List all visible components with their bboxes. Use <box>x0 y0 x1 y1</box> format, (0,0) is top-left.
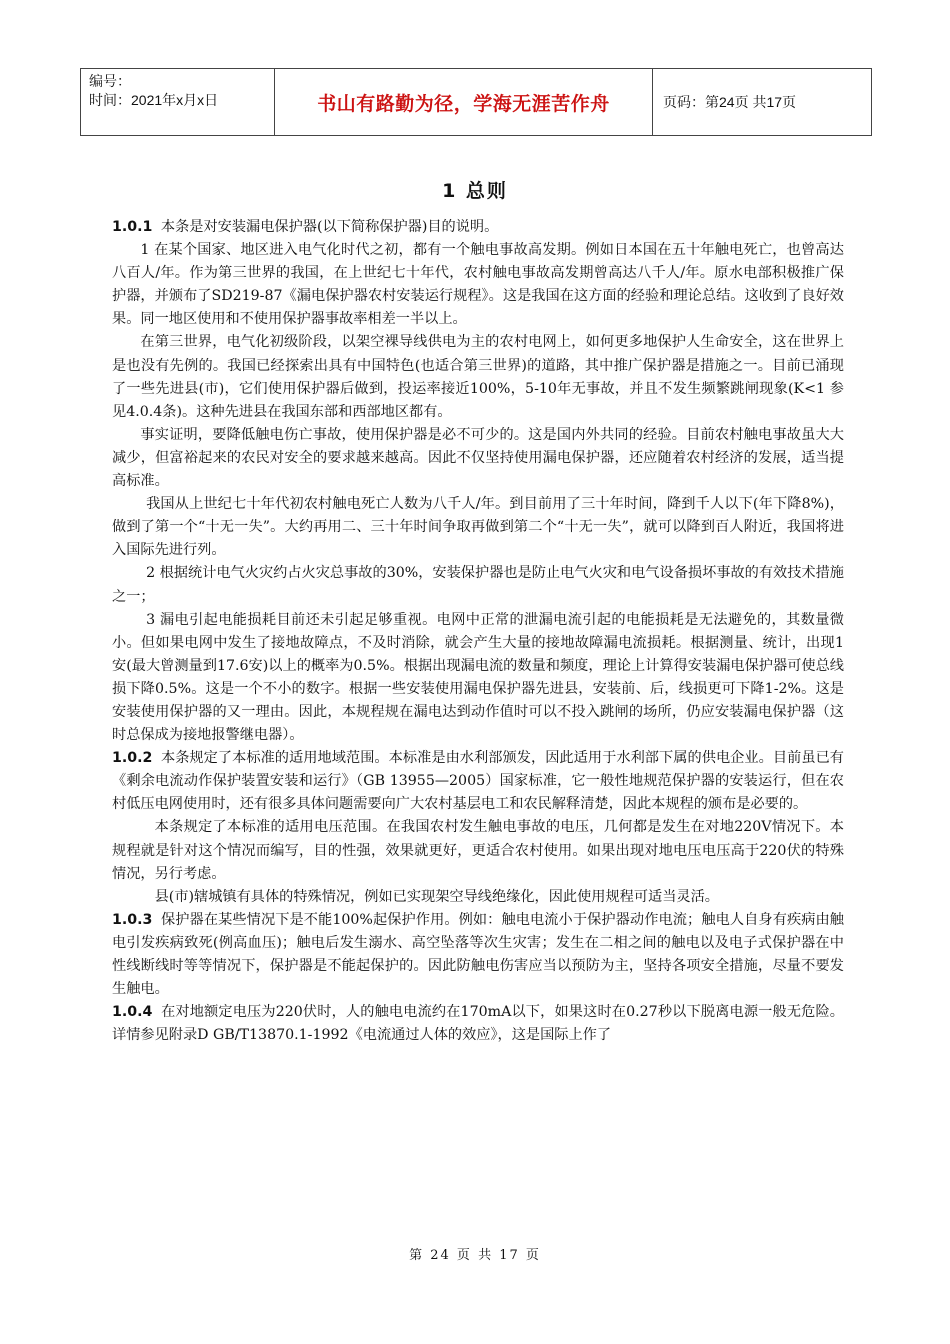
paragraph-text: 保护器在某些情况下是不能100%起保护作用。例如：触电电流小于保护器动作电流；触电人自身有疾病由触电引发疾病致死(例高血压)；触电后发生溺水、高空坠落等次生灾害；发生在二相之间的触电以及电子式保护器在中性线断线时等等情况下，保护器是不能起保护的。因此防触电伤害应当以预防为主，坚持各项安全措施，尽量不要发生触电。 <box>112 911 844 998</box>
paragraph: 1 在某个国家、地区进入电气化时代之初，都有一个触电事故高发期。例如日本国在五十年触电死亡，也曾高达八百人/年。作为第三世界的我国，在上世纪七十年代，农村触电事故高发期曾高达八千人/年。原水电部积极推广保护器，并颁布了SD219-87《漏电保护器农村安装运行规程》。这是我国在这方面的经验和理论总结。这收到了良好效果。同一地区使用和不使用保护器事故率相差一半以上。 <box>112 242 844 328</box>
paragraph-1-0-3 <box>112 909 844 1001</box>
paragraph-1-0-2 <box>112 747 844 816</box>
header-motto: 书山有路勤为径，学海无涯苦作舟 <box>275 69 653 135</box>
paragraph: 我国从上世纪七十年代初农村触电死亡人数为八千人/年。到目前用了三十年时间，降到千人以下(年下降8%)，做到了第一个“十无一失”。大约再用二、三十年时间争取再做到第二个“十无一失”，就可以降到百人附近，我国将进入国际先进行列。 <box>112 496 844 559</box>
paragraph-1-0-4 <box>112 1001 844 1047</box>
paragraph: 县(市)辖城镇有具体的特殊情况，例如已实现架空导线绝缘化，因此使用规程可适当灵活。 <box>154 888 719 905</box>
section-number: 1.0.2 <box>112 750 153 767</box>
section-number: 1.0.3 <box>112 911 153 928</box>
paragraph: 2 根据统计电气火灾约占火灾总事故的30%，安装保护器也是防止电气火灾和电气设备损坏事故的有效技术措施之一； <box>112 565 844 605</box>
section-number: 1.0.4 <box>112 1004 153 1021</box>
page-title: 1 总则 <box>442 180 508 202</box>
paragraph: 在第三世界，电气化初级阶段，以架空裸导线供电为主的农村电网上，如何更多地保护人生命安全，这在世界上是也没有先例的。我国已经探索出具有中国特色(也适合第三世界)的道路，其中推广保护器是措施之一。目前已涌现了一些先进县(市)，它们使用保护器后做到，投运率接近100%，5-10年无事故，并且不发生频繁跳闸现象(K<1 参见4.0.4条)。这种先进县在我国东部和西部地区都有。 <box>112 334 844 420</box>
header-page-code: 页码：第24页 共17页 <box>663 94 797 110</box>
header-meta <box>81 69 275 135</box>
paragraph-text: 在对地额定电压为220伏时，人的触电电流约在170mA以下，如果这时在0.27秒以下脱离电源一般无危险。详情参见附录D GB/T13870.1-1992《电流通过人体的效应》，这是国际上作了 <box>112 1004 844 1044</box>
page-footer: 第 24 页 共 17 页 <box>409 1248 541 1263</box>
paragraph: 事实证明，要降低触电伤亡事故，使用保护器是必不可少的。这是国内外共同的经验。目前农村触电事故虽大大减少，但富裕起来的农民对安全的要求越来越高。因此不仅坚持使用漏电保护器，还应随着农村经济的发展，适当提高标准。 <box>112 426 844 490</box>
paragraph-text: 本条规定了本标准的适用地域范围。本标准是由水利部颁发，因此适用于水利部下属的供电企业。目前虽已有《剩余电流动作保护装置安装和运行》（GB 13955—2005）国家标准，它一般性地规范保护器的安装运行，但在农村低压电网使用时，还有很多具体问题需要向广大农村基层电工和农民解释清楚，因此本规程的颁布是必要的。 <box>112 750 844 813</box>
header-table <box>80 68 872 136</box>
paragraph-1-0-1 <box>112 216 844 239</box>
number-label: 编号： <box>89 73 131 89</box>
document-body <box>112 216 844 1047</box>
section-number: 1.0.1 <box>112 219 153 235</box>
time-label: 时间：2021年x月x日 <box>89 92 219 108</box>
paragraph: 3 漏电引起电能损耗目前还未引起足够重视。电网中正常的泄漏电流引起的电能损耗是无法避免的，其数量微小。但如果电网中发生了接地故障点，不及时消除，就会产生大量的接地故障漏电流损耗。根据测量、统计，出现1安(最大曾测量到17.6安)以上的概率为0.5%。根据出现漏电流的数量和频度，理论上计算得安装漏电保护器可使总线损下降0.5%。这是一个不小的数字。根据一些安装使用漏电保护器先进县，安装前、后，线损更可下降1-2%。这是安装使用保护器的又一理由。因此，本规程规在漏电达到动作值时可以不投入跳闸的场所，仍应安装漏电保护器（这时总保成为接地报警继电器）。 <box>112 611 844 744</box>
paragraph: 本条规定了本标准的适用电压范围。在我国农村发生触电事故的电压，几何都是发生在对地220V情况下。本规程就是针对这个情况而编写，目的性强，效果就更好，更适合农村使用。如果出现对地电压电压高于220伏的特殊情况，另行考虑。 <box>112 819 844 882</box>
paragraph-text: 本条是对安装漏电保护器(以下简称保护器)目的说明。 <box>160 219 499 235</box>
